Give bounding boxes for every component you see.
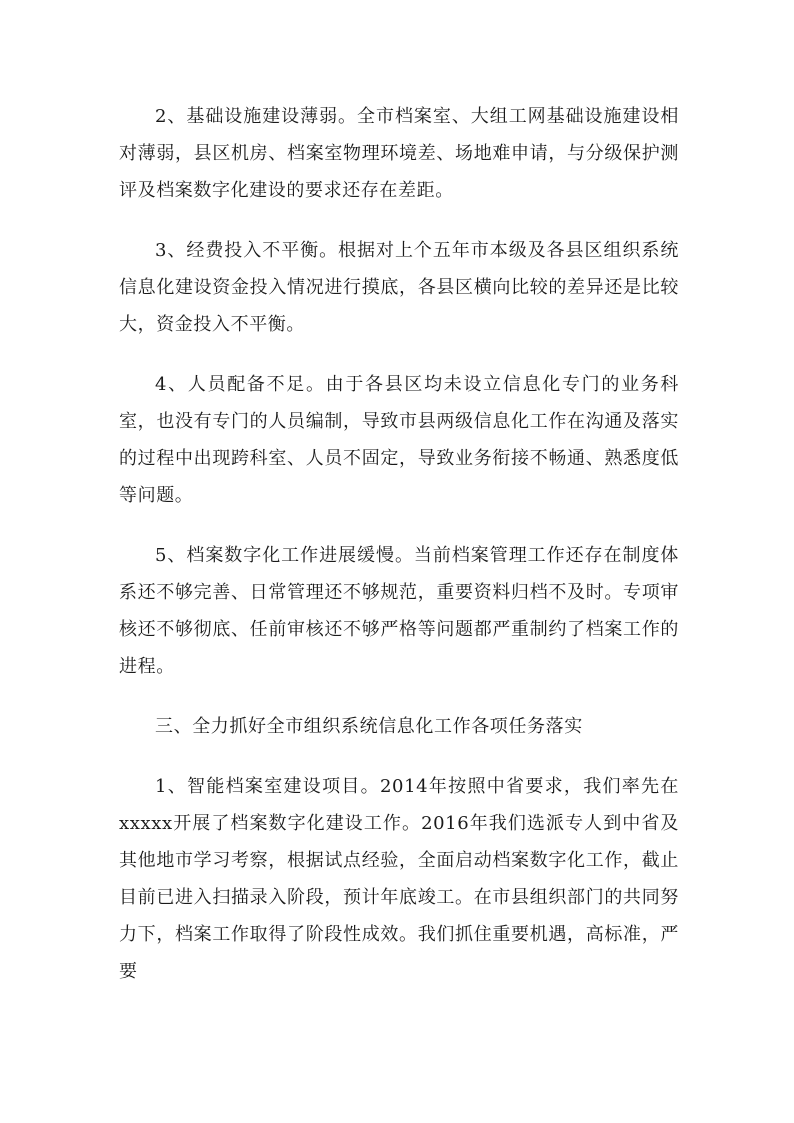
paragraph-archive-digitization: 5、档案数字化工作进展缓慢。当前档案管理工作还存在制度体系还不够完善、日常管理还不够规范，重要资料归档不及时。专项审核还不够彻底、任前审核还不够严格等问题都严重制约了档案工作的进程。	[119, 545, 679, 677]
paragraph-funding: 3、经费投入不平衡。根据对上个五年市本级及各县区组织系统信息化建设资金投入情况进行摸底，各县区横向比较的差异还是比较大，资金投入不平衡。	[119, 240, 679, 335]
paragraph-staffing: 4、人员配备不足。由于各县区均未设立信息化专门的业务科室，也没有专门的人员编制，导致市县两级信息化工作在沟通及落实的过程中出现跨科室、人员不固定，导致业务衔接不畅通、熟悉度低等问题。	[119, 374, 679, 506]
paragraph-infrastructure: 2、基础设施建设薄弱。全市档案室、大组工网基础设施建设相对薄弱，县区机房、档案室物理环境差、场地难申请，与分级保护测评及档案数字化建设的要求还存在差距。	[119, 106, 679, 201]
section-heading: 三、全力抓好全市组织系统信息化工作各项任务落实	[155, 716, 583, 737]
document-body	[119, 98, 679, 1013]
paragraph-smart-archive-project: 1、智能档案室建设项目。2014年按照中省要求，我们率先在xxxxx开展了档案数字化建设工作。2016年我们选派专人到中省及其他地市学习考察，根据试点经验，全面启动档案数字化工作，截止目前已进入扫描录入阶段，预计年底竣工。在市县组织部门的共同努力下，档案工作取得了阶段性成效。我们抓住重要机遇，高标准，严要	[119, 776, 679, 982]
